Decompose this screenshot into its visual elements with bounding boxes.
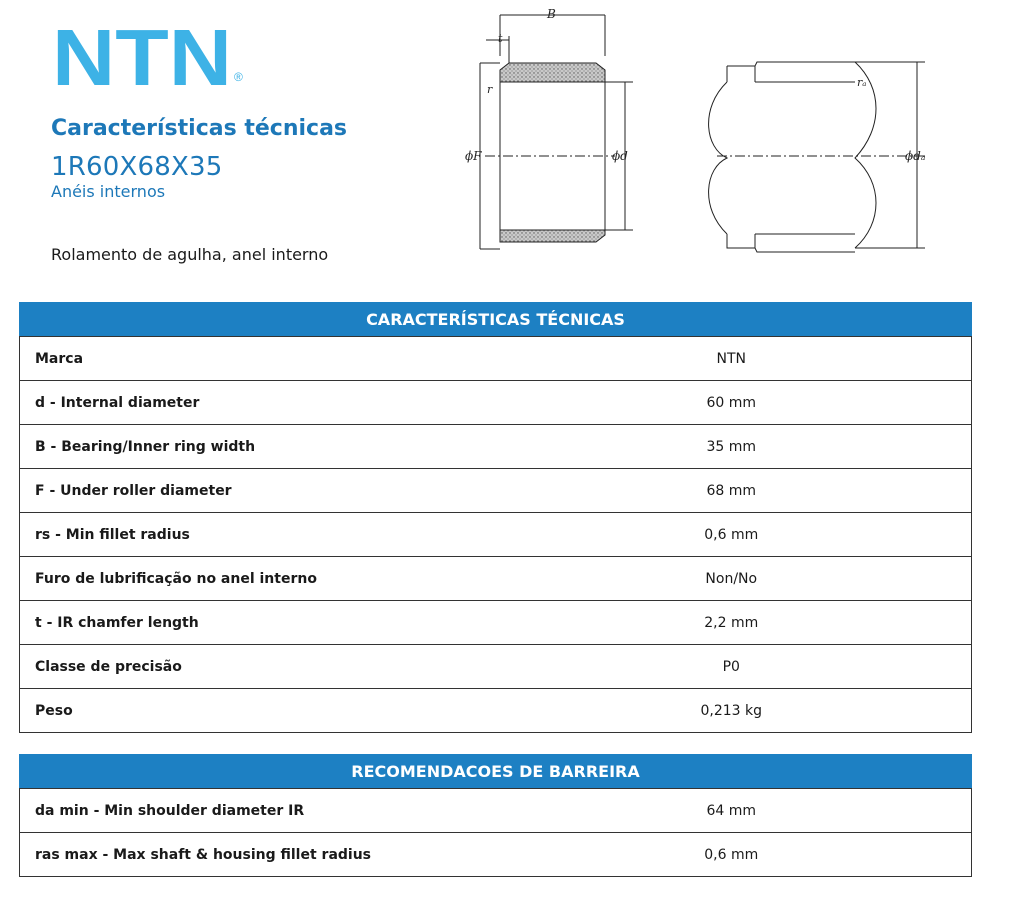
spec-label: da min - Min shoulder diameter IR (20, 789, 492, 833)
barrier-recommendations-section (19, 754, 972, 877)
barrier-recommendations-table (19, 788, 972, 877)
spec-value: NTN (492, 337, 972, 381)
ntn-logo (52, 24, 252, 94)
table-row (20, 645, 972, 689)
tech-specs-section (19, 302, 972, 733)
table-row (20, 337, 972, 381)
spec-label: Marca (20, 337, 492, 381)
label-da: ϕdₐ (905, 149, 926, 163)
table-row (20, 689, 972, 733)
table-row (20, 469, 972, 513)
table-row (20, 513, 972, 557)
label-d: ϕd (612, 149, 628, 163)
spec-value: 35 mm (492, 425, 972, 469)
tech-specs-header: CARACTERÍSTICAS TÉCNICAS (19, 302, 972, 336)
label-r: r (487, 83, 493, 96)
tech-specs-table (19, 336, 972, 733)
spec-label: F - Under roller diameter (20, 469, 492, 513)
spec-label: Classe de precisão (20, 645, 492, 689)
label-t: t (498, 32, 503, 45)
spec-label: d - Internal diameter (20, 381, 492, 425)
product-description: Rolamento de agulha, anel interno (51, 245, 329, 264)
page-title: Características técnicas (51, 116, 348, 141)
spec-label: t - IR chamfer length (20, 601, 492, 645)
table-row (20, 557, 972, 601)
spec-value: 2,2 mm (492, 601, 972, 645)
product-code: 1R60X68X35 (51, 152, 223, 182)
spec-value: 68 mm (492, 469, 972, 513)
table-row (20, 381, 972, 425)
label-ra: rₐ (857, 76, 867, 89)
ntn-logo-text: NTN (52, 24, 232, 94)
label-B: B (547, 8, 556, 21)
spec-value: 0,6 mm (492, 513, 972, 557)
spec-value: 0,6 mm (492, 833, 972, 877)
spec-label: ras max - Max shaft & housing fillet radius (20, 833, 492, 877)
spec-value: 64 mm (492, 789, 972, 833)
spec-label: rs - Min fillet radius (20, 513, 492, 557)
product-category: Anéis internos (51, 182, 166, 201)
spec-value: P0 (492, 645, 972, 689)
barrier-recommendations-header: RECOMENDACOES DE BARREIRA (19, 754, 972, 788)
spec-label: B - Bearing/Inner ring width (20, 425, 492, 469)
table-row (20, 601, 972, 645)
spec-value: 60 mm (492, 381, 972, 425)
spec-value: 0,213 kg (492, 689, 972, 733)
bearing-inner-ring-diagram-icon (465, 8, 945, 258)
table-row (20, 833, 972, 877)
registered-mark: ® (234, 70, 243, 84)
spec-label: Peso (20, 689, 492, 733)
spec-label: Furo de lubrificação no anel interno (20, 557, 492, 601)
spec-value: Non/No (492, 557, 972, 601)
label-F: ϕF (465, 149, 482, 163)
table-row (20, 425, 972, 469)
table-row (20, 789, 972, 833)
